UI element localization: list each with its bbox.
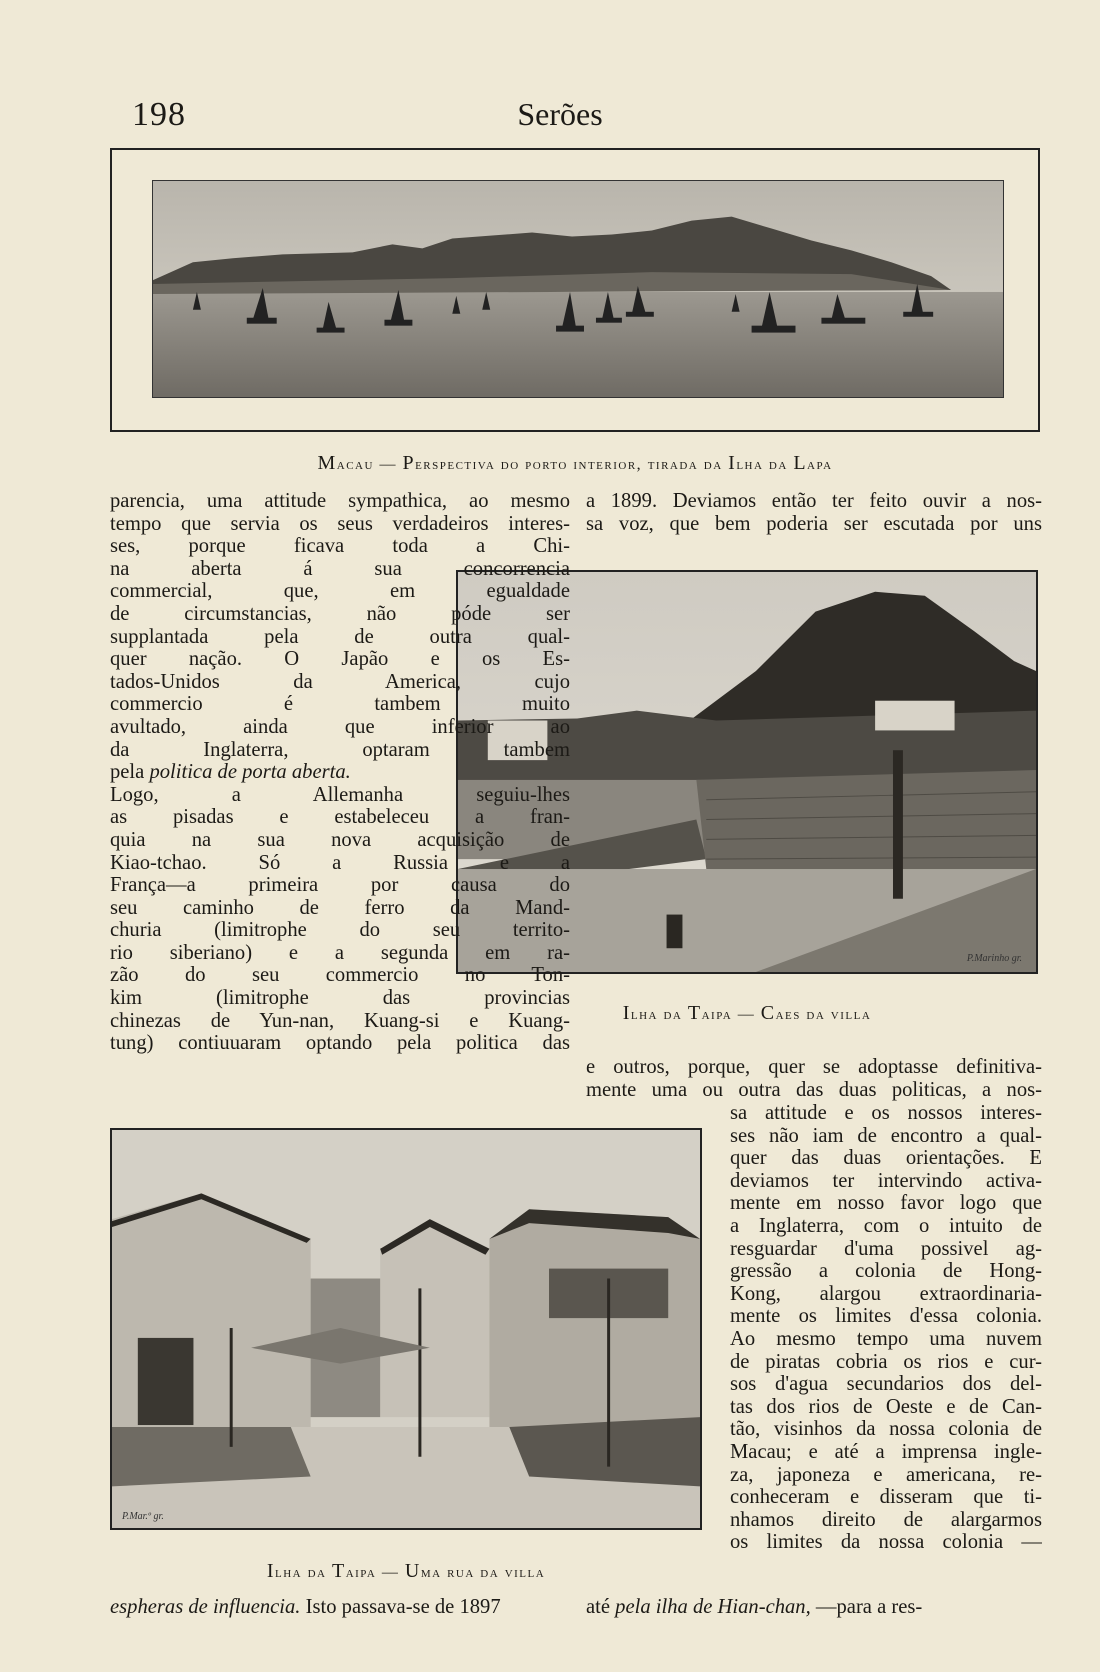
right-bottom-start: até [586, 1596, 616, 1618]
paragraph-line: Ao mesmo tempo uma nuvem [730, 1327, 1042, 1350]
paragraph-line: tempo que servia os seus verdadeiros interes- [110, 512, 570, 535]
left-bottom-rest: Isto passava-se de 1897 [305, 1596, 501, 1618]
paragraph-line: commercial, que, em egualdade [110, 580, 570, 603]
paragraph-line: mente em nosso favor logo que [730, 1192, 1042, 1215]
paragraph-line: ses não iam de encontro a qual- [730, 1124, 1042, 1147]
paragraph-line: chinezas de Yun-nan, Kuang-si e Kuang- [110, 1009, 570, 1032]
paragraph-line: Logo, a Allemanha seguiu-lhes [110, 783, 570, 806]
paragraph-line: mente os limites d'essa colonia. [730, 1305, 1042, 1328]
paragraph-line: a 1899. Deviamos então ter feito ouvir a nos- [586, 490, 1042, 512]
right-figure-caption: Ilha da Taipa — Caes da villa [622, 1002, 872, 1024]
right-bottom-line [586, 1596, 1042, 1619]
paragraph-line: avultado, ainda que inferior ao [110, 715, 570, 738]
paragraph-line: tung) contiuuaram optando pela politica das [110, 1032, 570, 1055]
paragraph-line: quer nação. O Japão e os Es- [110, 648, 570, 671]
paragraph-line: churia (limitrophe do seu territo- [110, 919, 570, 942]
paragraph-line: quer das duas orientações. E [730, 1147, 1042, 1170]
street-photo [110, 1128, 702, 1530]
italic-phrase-open-door: politica de porta aberta. [149, 761, 351, 784]
paragraph-line: gressão a colonia de Hong- [730, 1260, 1042, 1283]
paragraph-line: mente uma ou outra das duas politicas, a nos- [586, 1078, 1042, 1101]
page-number: 198 [132, 96, 186, 133]
right-column-middle [586, 1056, 1042, 1101]
paragraph-line: rio siberiano) e a segunda em ra- [110, 941, 570, 964]
right-bottom-rest: —para a res- [810, 1596, 923, 1618]
paragraph-line: as pisadas e estabeleceu a fran- [110, 806, 570, 829]
paragraph-line: commercio é tambem muito [110, 693, 570, 716]
right-column-narrow [730, 1102, 1042, 1554]
paragraph-line: Kong, alargou extraordinaria- [730, 1282, 1042, 1305]
paragraph-line: a Inglaterra, com o intuito de [730, 1214, 1042, 1237]
paragraph-line: Macau; e até a imprensa ingle- [730, 1440, 1042, 1463]
paragraph-line: tados-Unidos da America, cujo [110, 670, 570, 693]
paragraph-line: de circumstancias, não póde ser [110, 602, 570, 625]
paragraph-line: Kiao-tchao. Só a Russia e a [110, 851, 570, 874]
paragraph-line: os limites da nossa colonia — [730, 1531, 1042, 1554]
paragraph-line: e outros, porque, quer se adoptasse definitiva- [586, 1056, 1042, 1078]
paragraph-line: da Inglaterra, optaram tambem [110, 738, 570, 761]
top-figure-frame [110, 148, 1040, 432]
paragraph-line: na aberta á sua concorrencia [110, 557, 570, 580]
paragraph-line: sos d'agua secundarios dos del- [730, 1373, 1042, 1396]
paragraph-line: de piratas cobria os rios e cur- [730, 1350, 1042, 1373]
street-engraver-signature: P.Mar.º gr. [122, 1511, 164, 1522]
paragraph-line: tas dos rios de Oeste e de Can- [730, 1395, 1042, 1418]
bottom-figure-caption: Ilha da Taipa — Uma rua da villa [266, 1560, 546, 1582]
paragraph-line: za, japoneza e americana, re- [730, 1463, 1042, 1486]
italic-phrase-island: pela ilha de Hian-chan, [615, 1596, 811, 1618]
paragraph-line: tão, visinhos da nossa colonia de [730, 1418, 1042, 1441]
paragraph-line: deviamos ter intervindo activa- [730, 1169, 1042, 1192]
paragraph-line: pela politica de porta aberta. [110, 761, 351, 784]
right-column-top [586, 490, 1042, 535]
left-column [110, 490, 570, 1055]
harbour-panorama-photo [152, 180, 1004, 398]
paragraph-line: quia na sua nova acquisição de [110, 828, 570, 851]
paragraph-line: resguardar d'uma possivel ag- [730, 1237, 1042, 1260]
paragraph-line: kim (limitrophe das provincias [110, 987, 570, 1010]
left-bottom-line [110, 1596, 570, 1619]
top-figure-caption: Macau — Perspectiva do porto interior, tirada da Ilha da Lapa [317, 452, 833, 474]
running-title: Serões [517, 96, 603, 132]
paragraph-line: conheceram e disseram que ti- [730, 1486, 1042, 1509]
italic-phrase-spheres: espheras de influencia. [110, 1596, 301, 1618]
paragraph-line: sa attitude e os nossos interes- [730, 1102, 1042, 1124]
paragraph-line: nhamos direito de alargarmos [730, 1508, 1042, 1531]
paragraph-line: zão do seu commercio no Ton- [110, 964, 570, 987]
paragraph-line: parencia, uma attitude sympathica, ao mesmo [110, 490, 570, 512]
quay-engraver-signature: P.Marinho gr. [966, 953, 1022, 964]
paragraph-line: seu caminho de ferro da Mand- [110, 896, 570, 919]
paragraph-line: França—a primeira por causa do [110, 874, 570, 897]
paragraph-line: ses, porque ficava toda a Chi- [110, 535, 570, 558]
paragraph-line: supplantada pela de outra qual- [110, 625, 570, 648]
paragraph-line: sa voz, que bem poderia ser escutada por uns [586, 512, 1042, 535]
